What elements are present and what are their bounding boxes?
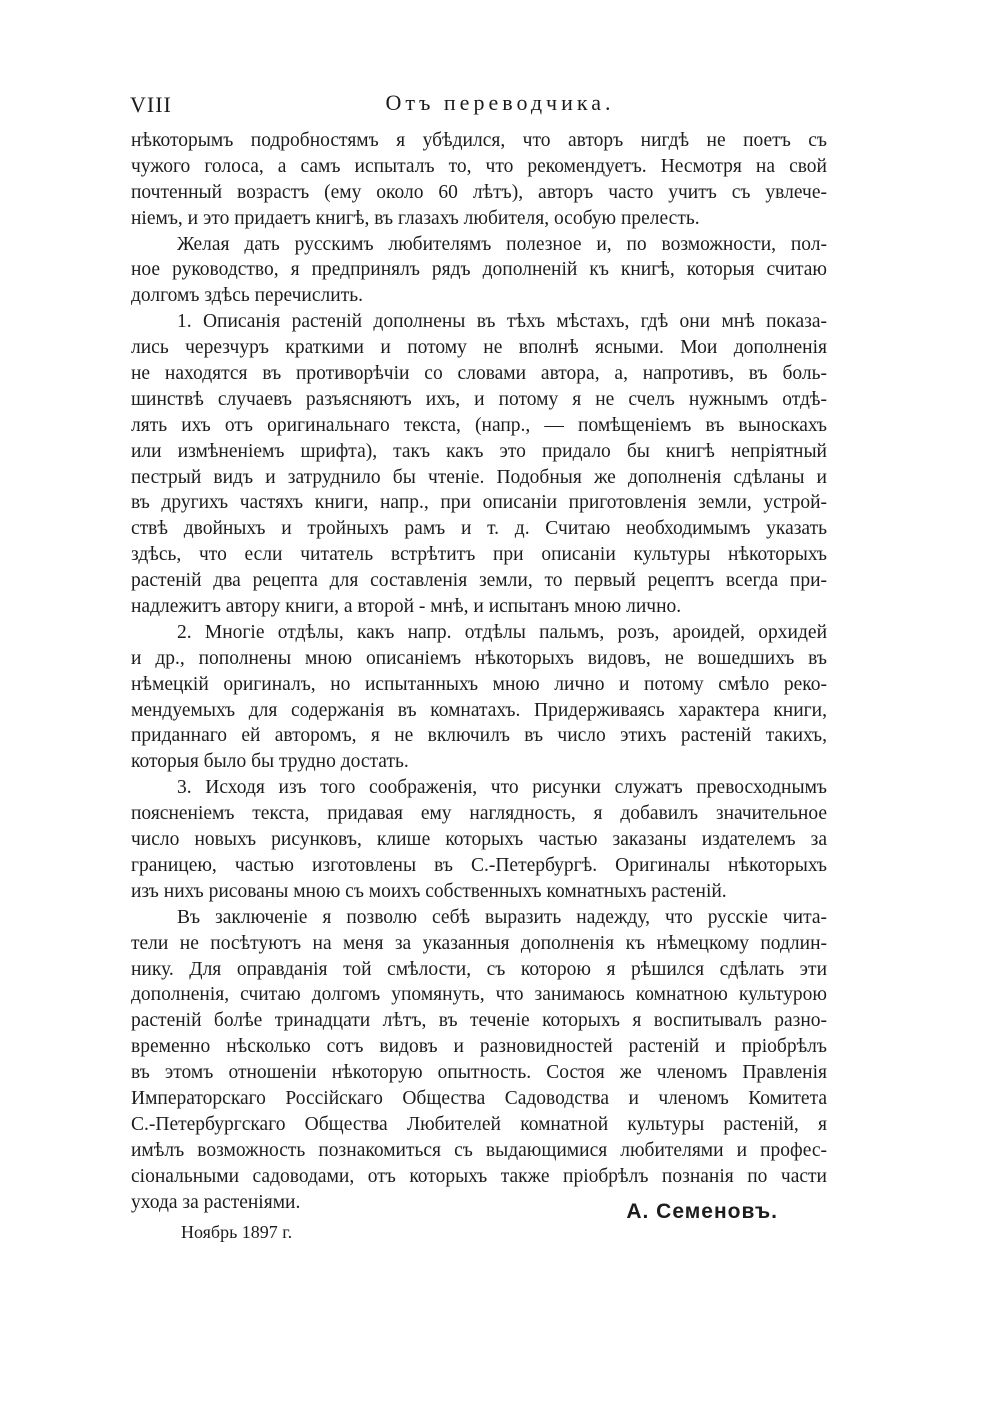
text-line: пестрый видъ и затруднило бы чтеніе. Подобныя же дополненія сдѣланы и xyxy=(131,466,827,488)
text-line: или измѣненіемъ шрифта), такъ какъ это придало бы книгѣ непріятный xyxy=(131,440,827,462)
text-line: растеній два рецепта для составленія земли, то первый рецептъ всегда при- xyxy=(131,570,827,592)
text-line: нѣмецкій оригиналъ, но испытанныхъ мною лично и потому смѣло реко- xyxy=(131,673,827,695)
body-text xyxy=(131,128,827,1215)
text-line: 1. Описанія растеній дополнены въ тѣхъ мѣстахъ, гдѣ они мнѣ показа- xyxy=(177,311,827,333)
text-line: чужого голоса, а самъ испыталъ то, что рекомендуетъ. Несмотря на свой xyxy=(131,155,827,177)
text-line: и др., пополнены мною описаніемъ нѣкоторыхъ видовъ, не вошедшихъ въ xyxy=(131,647,827,669)
text-line: мендуемыхъ для содержанія въ комнатахъ. Придерживаясь характера книги, xyxy=(131,699,827,721)
text-line: число новыхъ рисунковъ, клише которыхъ частью заказаны издателемъ за xyxy=(131,829,827,851)
text-line: 2. Многіе отдѣлы, какъ напр. отдѣлы пальмъ, розъ, ароидей, орхидей xyxy=(177,621,827,643)
text-line: изъ нихъ рисованы мною съ моихъ собственныхъ комнатныхъ растеній. xyxy=(131,880,727,902)
text-line: ствѣ двойныхъ и тройныхъ рамъ и т. д. Считаю необходимымъ указать xyxy=(131,518,827,540)
text-line: 3. Исходя изъ того соображенія, что рисунки служатъ превосходнымъ xyxy=(177,777,827,799)
text-line: дополненія, считаю долгомъ упомянуть, что занимаюсь комнатною культурою xyxy=(131,984,827,1006)
text-line: Императорскаго Россійскаго Общества Садоводства и членомъ Комитета xyxy=(131,1087,827,1109)
text-line: нѣкоторымъ подробностямъ я убѣдился, что авторъ нигдѣ не поетъ съ xyxy=(131,130,827,151)
text-line: тели не посѣтуютъ на меня за указанныя дополненія къ нѣмецкому подлин- xyxy=(131,932,827,954)
text-line: Желая дать русскимъ любителямъ полезное и, по возможности, пол- xyxy=(177,233,827,255)
text-line: поясненіемъ текста, придавая ему наглядность, я добавилъ значительное xyxy=(131,803,827,825)
text-line: долгомъ здѣсь перечислить. xyxy=(131,285,363,307)
text-line: нику. Для оправданія той смѣлости, съ которою я рѣшился сдѣлать эти xyxy=(131,958,827,980)
text-line: не находятся въ противорѣчіи со словами автора, а, напротивъ, въ боль- xyxy=(131,363,827,385)
text-line: С.-Петербургскаго Общества Любителей комнатной культуры растеній, я xyxy=(131,1113,827,1135)
text-line: растеній болѣе тринадцати лѣтъ, въ теченіе которыхъ я воспитывалъ разно- xyxy=(131,1010,827,1032)
text-line: сіональными садоводами, отъ которыхъ также пріобрѣлъ познанія по части xyxy=(131,1165,827,1187)
text-line: приданнаго ей авторомъ, я не включилъ въ число этихъ растеній такихъ, xyxy=(131,725,827,747)
text-line: временно нѣсколько сотъ видовъ и разновидностей растеній и пріобрѣлъ xyxy=(131,1036,827,1058)
date-line: Ноябрь 1897 г. xyxy=(181,1222,293,1242)
text-line: надлежитъ автору книги, а второй - мнѣ, и испытанъ мною лично. xyxy=(131,596,682,618)
text-line: почтенный возрастъ (ему около 60 лѣтъ), авторъ часто учитъ съ увлече- xyxy=(131,181,827,203)
text-line: ніемъ, и это придаетъ книгѣ, въ глазахъ любителя, особую прелесть. xyxy=(131,207,700,229)
text-line: въ этомъ отношеніи нѣкоторую опытность. Состоя же членомъ Правленія xyxy=(131,1062,827,1084)
text-line: ухода за растеніями. xyxy=(131,1191,301,1213)
text-line: лять ихъ отъ оригинальнаго текста, (напр., — помѣщеніемъ въ выноскахъ xyxy=(131,414,827,436)
text-line: которыя было бы трудно достать. xyxy=(131,751,409,773)
text-line: въ другихъ частяхъ книги, напр., при описаніи приготовленія земли, устрой- xyxy=(131,492,827,514)
page-number: VIII xyxy=(130,92,172,117)
text-line: шинствѣ случаевъ разъясняютъ ихъ, и потому я не счелъ нужнымъ отдѣ- xyxy=(131,388,827,410)
text-line: ное руководство, я предпринялъ рядъ дополненій къ книгѣ, которыя считаю xyxy=(131,259,827,281)
text-line: имѣлъ возможность познакомиться съ выдающимися любителями и профес- xyxy=(131,1139,827,1161)
text-line: Въ заключеніе я позволю себѣ выразить надежду, что русскіе чита- xyxy=(177,906,827,928)
text-line: границею, частью изготовлены въ С.-Петербургѣ. Оригиналы нѣкоторыхъ xyxy=(131,854,827,876)
running-title: Отъ переводчика. xyxy=(385,90,615,115)
signature: А. Семеновъ. xyxy=(626,1200,778,1223)
text-line: лись черезчуръ краткими и потому не вполнѣ ясными. Мои дополненія xyxy=(131,337,827,359)
text-line: здѣсь, что если читатель встрѣтитъ при описаніи культуры нѣкоторыхъ xyxy=(131,544,827,566)
